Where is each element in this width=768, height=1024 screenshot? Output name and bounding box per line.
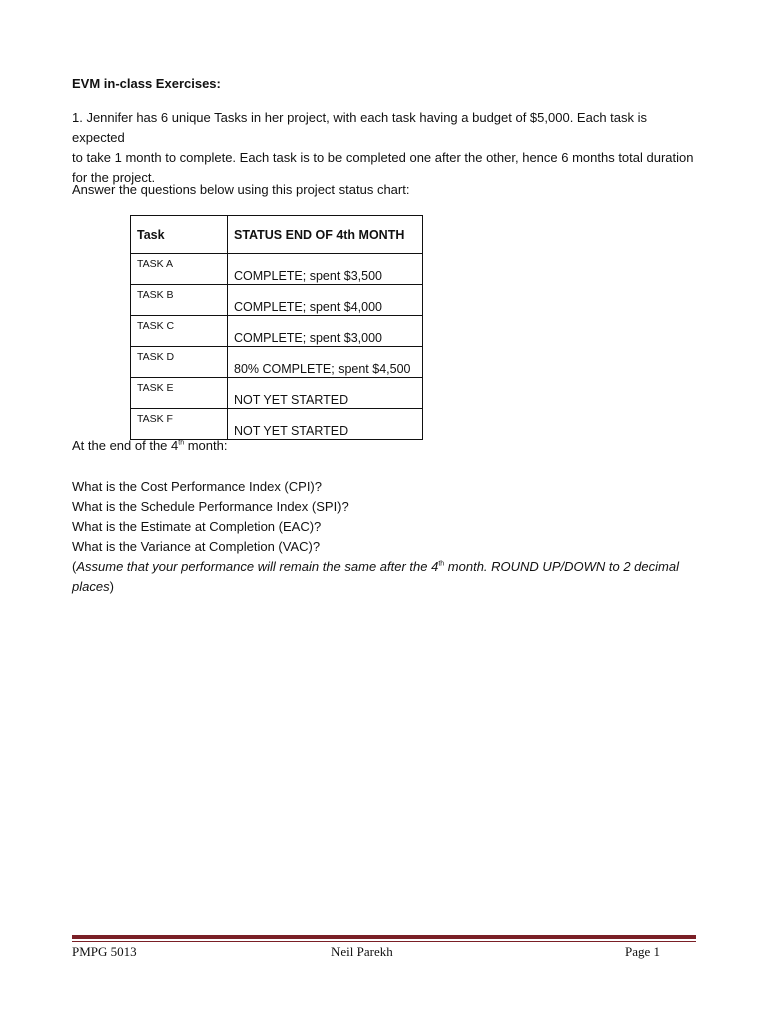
question-list xyxy=(72,477,349,557)
assumption-text-line2: places xyxy=(72,579,110,594)
status-cell: COMPLETE; spent $4,000 xyxy=(228,285,423,316)
header-task: Task xyxy=(131,216,228,254)
question-vac: What is the Variance at Completion (VAC)? xyxy=(72,539,321,554)
end-month-suffix: month: xyxy=(184,438,228,453)
footer-rule-thin xyxy=(72,941,696,942)
problem-line-1: 1. Jennifer has 6 unique Tasks in her project, with each task having a budget of $5,000. Each task is expected xyxy=(72,110,648,145)
end-month-superscript: th xyxy=(178,439,185,447)
table-row xyxy=(131,347,423,378)
project-status-table xyxy=(130,215,423,440)
problem-statement xyxy=(72,108,702,188)
footer-author: Neil Parekh xyxy=(331,944,393,959)
table-row xyxy=(131,409,423,440)
footer-page-number: Page 1 xyxy=(624,944,660,959)
status-cell: NOT YET STARTED xyxy=(228,409,423,440)
status-cell: 80% COMPLETE; spent $4,500 xyxy=(228,347,423,378)
task-cell: TASK D xyxy=(131,347,228,378)
task-cell: TASK A xyxy=(131,254,228,285)
assumption-open-paren: ( xyxy=(72,559,77,574)
task-cell: TASK E xyxy=(131,378,228,409)
table-row xyxy=(131,316,423,347)
table-row xyxy=(131,285,423,316)
end-of-month-line xyxy=(72,438,227,453)
status-cell: NOT YET STARTED xyxy=(228,378,423,409)
status-cell: COMPLETE; spent $3,000 xyxy=(228,316,423,347)
table-row xyxy=(131,378,423,409)
assumption-close-paren: ) xyxy=(109,579,114,594)
footer-course: PMPG 5013 xyxy=(72,944,137,959)
problem-line-3: for the project. xyxy=(72,170,156,185)
question-cpi: What is the Cost Performance Index (CPI)? xyxy=(72,479,322,494)
footer-rule-thick xyxy=(72,935,696,939)
exercise-heading: EVM in-class Exercises: xyxy=(72,76,221,91)
assumption-text-line1-end: month. ROUND UP/DOWN to 2 decimal xyxy=(444,559,679,574)
question-eac: What is the Estimate at Completion (EAC)? xyxy=(72,519,322,534)
chart-intro: Answer the questions below using this project status chart: xyxy=(72,182,410,197)
task-cell: TASK B xyxy=(131,285,228,316)
header-status: STATUS END OF 4th MONTH xyxy=(228,216,423,254)
end-month-prefix: At the end of the 4 xyxy=(72,438,179,453)
task-cell: TASK C xyxy=(131,316,228,347)
assumption-note xyxy=(72,557,712,597)
table-header-row xyxy=(131,216,423,254)
problem-line-2: to take 1 month to complete. Each task is to be completed one after the other, hence 6 months total duration xyxy=(72,150,694,165)
question-spi: What is the Schedule Performance Index (SPI)? xyxy=(72,499,349,514)
task-cell: TASK F xyxy=(131,409,228,440)
status-cell: COMPLETE; spent $3,500 xyxy=(228,254,423,285)
assumption-superscript: th xyxy=(438,560,445,568)
table-row xyxy=(131,254,423,285)
assumption-text-start: Assume that your performance will remain the same after the 4 xyxy=(76,559,439,574)
